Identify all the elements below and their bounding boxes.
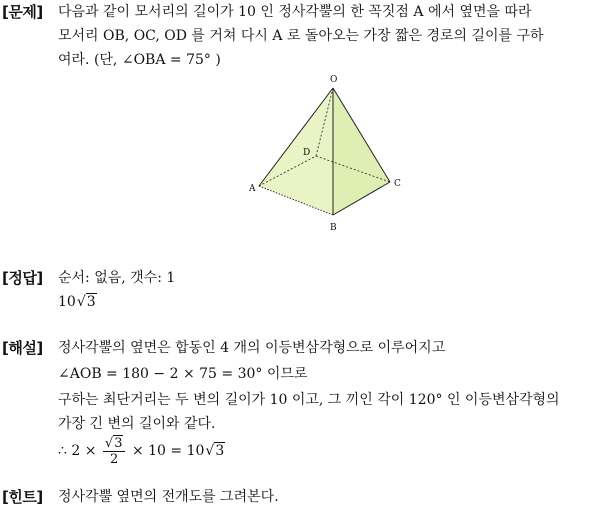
solution-tag: [해설] xyxy=(2,339,43,357)
hint-tag: [힌트] xyxy=(2,488,43,506)
answer-line-1: 순서: 없음, 갯수: 1 xyxy=(58,270,176,286)
hint-line-1: 정사각뿔 옆면의 전개도를 그려본다. xyxy=(58,489,279,505)
vertex-b-label: B xyxy=(330,223,337,233)
answer-coef: 10 xyxy=(58,294,76,310)
problem-line-2: 모서리 OB, OC, OD 를 거쳐 다시 A 로 돌아오는 가장 짧은 경로의 길이를 구하 xyxy=(58,28,544,44)
solution-fraction xyxy=(103,436,126,467)
solution-line-4: 가장 긴 변의 길이와 같다. xyxy=(58,416,216,432)
answer-tag: [정답] xyxy=(2,269,43,287)
solution-line-1: 정사각뿔의 옆면은 합동인 4 개의 이등변삼각형으로 이루어지고 xyxy=(58,340,446,356)
solution-line-2: ∠AOB = 180 − 2 × 75 = 30° 이므로 xyxy=(58,366,308,382)
solution-radicand: 3 xyxy=(215,443,225,459)
front-left-face xyxy=(259,88,333,215)
fraction-numerator: √3 xyxy=(103,436,126,452)
problem-tag: [문제] xyxy=(2,3,43,21)
problem-line-1: 다음과 같이 모서리의 길이가 10 인 정사각뿔의 한 꼭짓점 A 에서 옆면을 따라 xyxy=(58,4,532,20)
problem-line-3: 여라. (단, ∠OBA = 75° ) xyxy=(58,52,221,68)
solution-therefore: ∴ 2 × xyxy=(58,443,97,459)
vertex-d-label: D xyxy=(303,148,311,158)
answer-sqrt: √3 xyxy=(76,294,96,310)
vertex-o-label: O xyxy=(330,75,338,85)
pyramid-figure xyxy=(0,0,592,250)
answer-radicand: 3 xyxy=(86,294,96,310)
vertex-c-label: C xyxy=(394,179,401,189)
solution-line-3: 구하는 최단거리는 두 변의 길이가 10 이고, 그 끼인 각이 120° 인 이등변삼각형의 xyxy=(58,392,560,408)
solution-line-5 xyxy=(58,434,225,468)
fraction-radicand: 3 xyxy=(114,435,123,451)
solution-sqrt: √3 xyxy=(205,443,225,459)
front-right-face xyxy=(333,88,390,215)
answer-value xyxy=(58,292,97,312)
vertex-a-label: A xyxy=(249,184,256,194)
solution-equation: × 10 = 10 xyxy=(131,443,205,459)
fraction-denominator: 2 xyxy=(110,451,119,467)
